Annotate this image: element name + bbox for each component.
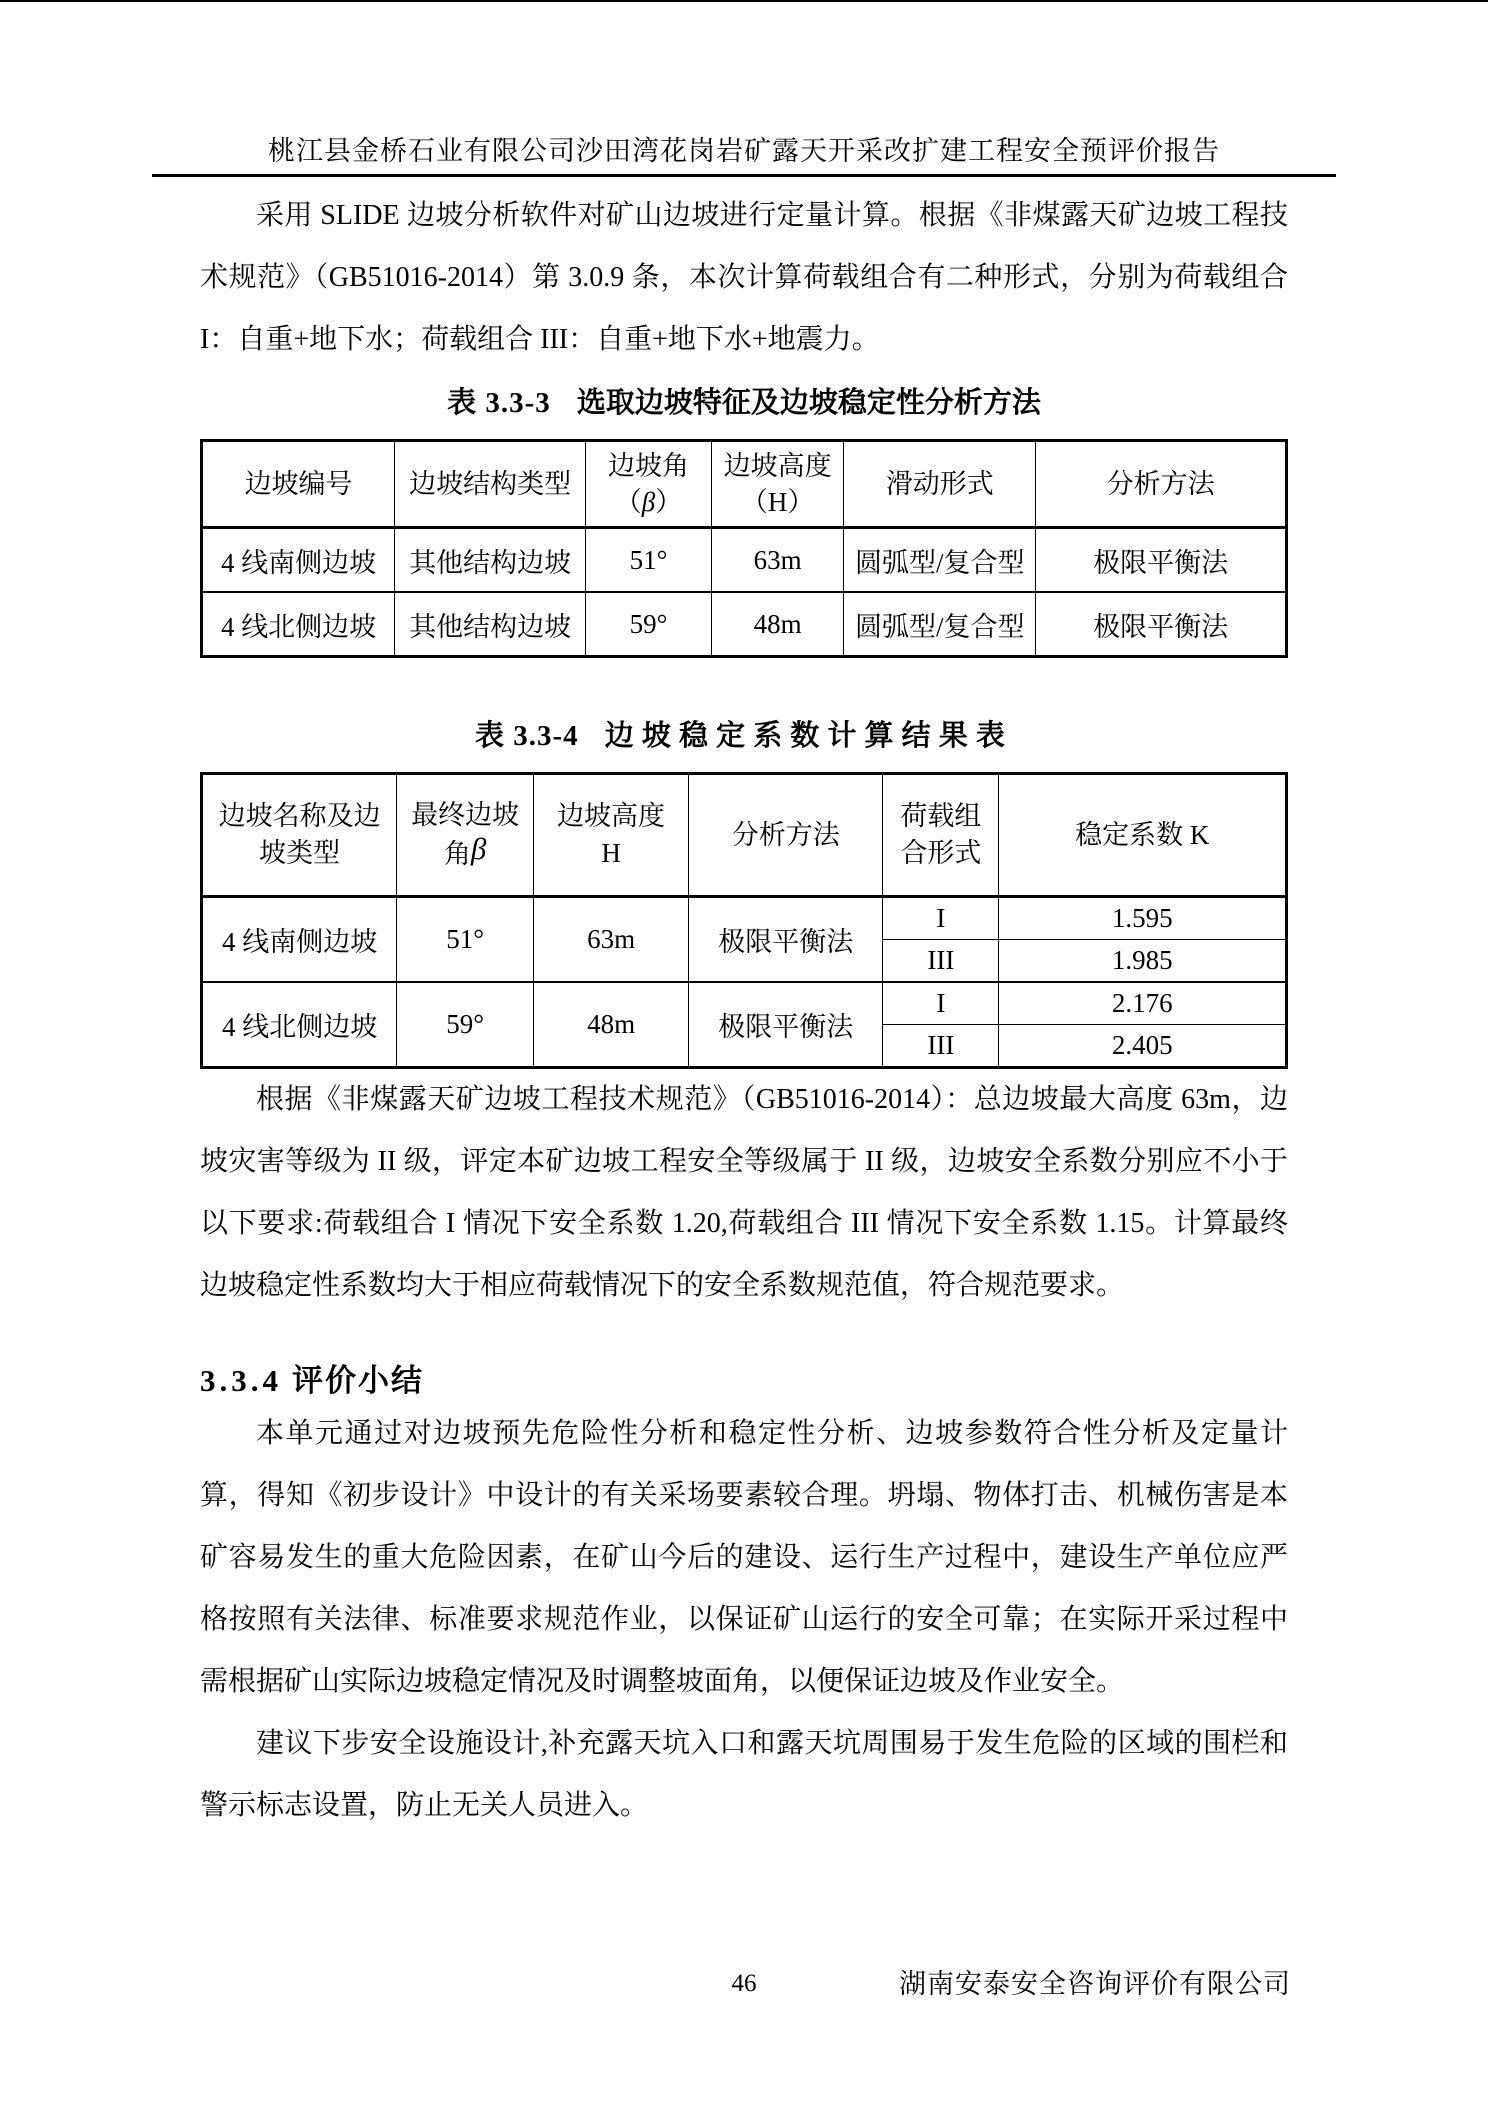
table-3-3-4 xyxy=(200,772,1288,1069)
running-header xyxy=(200,0,1288,177)
t2-g1-angle: 51° xyxy=(397,897,534,983)
t1-r2-method: 极限平衡法 xyxy=(1036,592,1287,657)
header-rule xyxy=(152,174,1336,177)
t1-header-slide-form: 滑动形式 xyxy=(844,441,1036,528)
section-number: 3.3.4 xyxy=(200,1363,282,1398)
running-header-title: 桃江县金桥石业有限公司沙田湾花岗岩矿露天开采改扩建工程安全预评价报告 xyxy=(268,136,1220,166)
t2-header-slope-height: 边坡高度 H xyxy=(534,774,689,897)
t1-header-analysis-method: 分析方法 xyxy=(1036,441,1287,528)
t1-header-slope-id: 边坡编号 xyxy=(202,441,395,528)
t2-g2-k-1: 2.176 xyxy=(999,982,1287,1025)
t1-header-slope-angle xyxy=(586,441,712,528)
t2-g1-name: 4 线南侧边坡 xyxy=(202,897,397,983)
paragraph-recommendation: 建议下步安全设施设计,补充露天坑入口和露天坑周围易于发生危险的区域的围栏和警示标志设置，防止无关人员进入。 xyxy=(200,1728,1288,1821)
paragraph-standard-requirements: 根据《非煤露天矿边坡工程技术规范》（GB51016-2014）：总边坡最大高度 63m，边坡灾害等级为 II 级，评定本矿边坡工程安全等级属于 II 级，边坡安全系数分别应不小于以下要求:荷载组合 I 情况下安全系数 1.20,荷载组合 III 情况下安全系数 1.15。计算最终边坡稳定性系数均大于相应荷载情况下的安全系数规范值，符合规范要求。 xyxy=(200,1084,1288,1301)
t1-header-row xyxy=(202,441,1287,528)
t2-header-analysis-method: 分析方法 xyxy=(689,774,883,897)
t2-header-stability-k: 稳定系数 K xyxy=(999,774,1287,897)
t2-g1-method: 极限平衡法 xyxy=(689,897,883,983)
t2-g2-combo-2: III xyxy=(883,1025,999,1068)
table-3-3-3 xyxy=(200,439,1288,658)
table-3-3-4-title xyxy=(200,716,1288,756)
t1-header-slope-angle-line1: 边坡角 xyxy=(608,451,689,481)
t2-g2-method: 极限平衡法 xyxy=(689,982,883,1068)
table-3-3-4-label: 表 3.3-4 xyxy=(474,720,579,752)
section-title: 评价小结 xyxy=(292,1363,424,1398)
t1-header-slope-height-line1: 边坡高度 xyxy=(723,451,832,481)
t1-r2-height: 48m xyxy=(711,592,843,657)
t1-r2-slide-form: 圆弧型/复合型 xyxy=(844,592,1036,657)
table-row xyxy=(202,592,1287,657)
t2-g2-angle: 59° xyxy=(397,982,534,1068)
t1-r1-slide-form: 圆弧型/复合型 xyxy=(844,528,1036,593)
footer-company-name: 湖南安泰安全咨询评价有限公司 xyxy=(899,1969,1291,1999)
table-3-3-3-label: 表 3.3-3 xyxy=(447,387,551,419)
t1-r2-structure-type: 其他结构边坡 xyxy=(395,592,586,657)
t2-g2-k-2: 2.405 xyxy=(999,1025,1287,1068)
t1-r1-angle: 51° xyxy=(586,528,712,593)
table-3-3-3-caption: 选取边坡特征及边坡稳定性分析方法 xyxy=(576,387,1041,419)
t1-header-slope-angle-line2: （β） xyxy=(614,487,683,517)
t2-g1-k-1: 1.595 xyxy=(999,897,1287,940)
t2-g1-combo-1: I xyxy=(883,897,999,940)
t2-g2-name: 4 线北侧边坡 xyxy=(202,982,397,1068)
beta-symbol: β xyxy=(641,487,656,517)
t1-header-slope-height-line2: （H） xyxy=(740,487,815,517)
table-row xyxy=(202,982,1287,1025)
t2-header-row xyxy=(202,774,1287,897)
t2-header-final-angle: 最终边坡 角β xyxy=(397,774,534,897)
beta-symbol: β xyxy=(470,831,487,866)
t1-r1-structure-type: 其他结构边坡 xyxy=(395,528,586,593)
table-3-3-3-title xyxy=(200,383,1288,423)
paragraph-evaluation-summary: 本单元通过对边坡预先危险性分析和稳定性分析、边坡参数符合性分析及定量计算，得知《初步设计》中设计的有关采场要素较合理。坍塌、物体打击、机械伤害是本矿容易发生的重大危险因素，在矿山今后的建设、运行生产过程中，建设生产单位应严格按照有关法律、标准要求规范作业，以保证矿山运行的安全可靠；在实际开采过程中需根据矿山实际边坡稳定情况及时调整坡面角，以便保证边坡及作业安全。 xyxy=(200,1418,1288,1697)
paragraph-slide-analysis: 采用 SLIDE 边坡分析软件对矿山边坡进行定量计算。根据《非煤露天矿边坡工程技术规范》（GB51016-2014）第 3.0.9 条，本次计算荷载组合有二种形式，分别为荷载组合 I：自重+地下水；荷载组合 III：自重+地下水+地震力。 xyxy=(200,200,1288,355)
t1-r1-height: 63m xyxy=(711,528,843,593)
table-row xyxy=(202,528,1287,593)
table-3-3-4-caption: 边坡稳定系数计算结果表 xyxy=(604,720,1014,752)
t1-r2-angle: 59° xyxy=(586,592,712,657)
t2-g1-k-2: 1.985 xyxy=(999,940,1287,983)
table-row xyxy=(202,897,1287,940)
page-top-edge-line xyxy=(0,0,1488,2)
t1-header-structure-type: 边坡结构类型 xyxy=(395,441,586,528)
t1-r1-method: 极限平衡法 xyxy=(1036,528,1287,593)
t1-r2-slope-id: 4 线北侧边坡 xyxy=(202,592,395,657)
t2-header-load-combo: 荷载组 合形式 xyxy=(883,774,999,897)
t2-g2-height: 48m xyxy=(534,982,689,1068)
t2-g1-combo-2: III xyxy=(883,940,999,983)
page-footer xyxy=(0,1966,1488,2006)
t2-header-slope-name: 边坡名称及边 坡类型 xyxy=(202,774,397,897)
t2-g1-height: 63m xyxy=(534,897,689,983)
section-heading-3-3-4 xyxy=(200,1359,1288,1403)
t1-header-slope-height xyxy=(711,441,843,528)
page-number: 46 xyxy=(731,1970,757,1997)
t1-r1-slope-id: 4 线南侧边坡 xyxy=(202,528,395,593)
t2-g2-combo-1: I xyxy=(883,982,999,1025)
